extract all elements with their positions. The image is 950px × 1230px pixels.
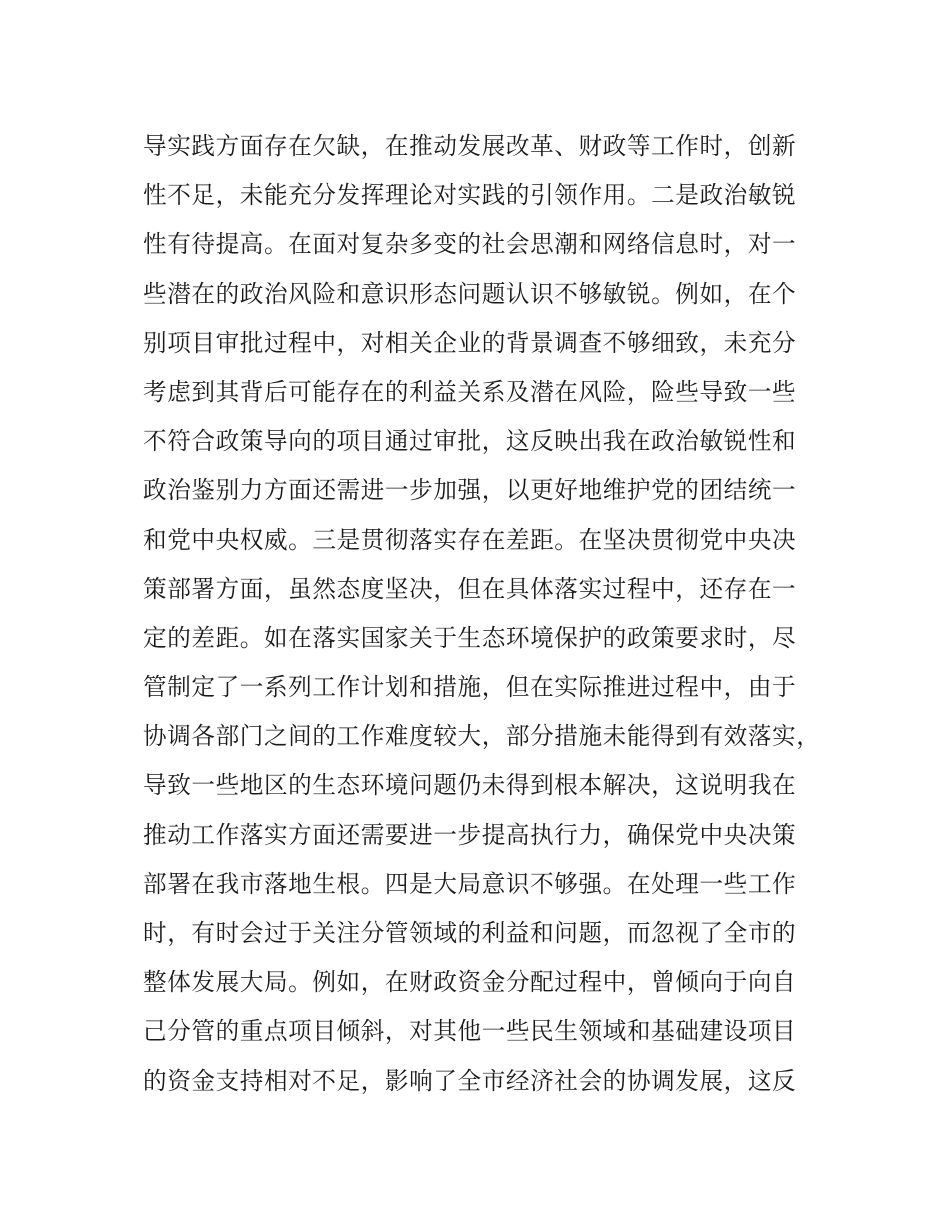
text-line: 部署在我市落地生根。四是大局意识不够强。在处理一些工作: [143, 869, 797, 898]
text-line: 性有待提高。在面对复杂多变的社会思潮和网络信息时，对一: [143, 230, 797, 259]
text-line: 些潜在的政治风险和意识形态问题认识不够敏锐。例如，在个: [143, 279, 797, 308]
text-line: 考虑到其背后可能存在的利益关系及潜在风险，险些导致一些: [143, 377, 797, 406]
text-line: 别项目审批过程中，对相关企业的背景调查不够细致，未充分: [143, 328, 797, 357]
text-line: 导致一些地区的生态环境问题仍未得到根本解决，这说明我在: [143, 771, 797, 800]
text-line: 和党中央权威。三是贯彻落实存在差距。在坚决贯彻党中央决: [143, 525, 797, 554]
text-line: 政治鉴别力方面还需进一步加强，以更好地维护党的团结统一: [143, 476, 797, 505]
body-paragraph: [143, 122, 823, 1106]
text-line: 定的差距。如在落实国家关于生态环境保护的政策要求时，尽: [143, 623, 797, 652]
text-line: 管制定了一系列工作计划和措施，但在实际推进过程中，由于: [143, 673, 797, 702]
text-line: 己分管的重点项目倾斜，对其他一些民生领域和基础建设项目: [143, 1017, 797, 1046]
text-line: 不符合政策导向的项目通过审批，这反映出我在政治敏锐性和: [143, 427, 797, 456]
text-line: 导实践方面存在欠缺，在推动发展改革、财政等工作时，创新: [143, 132, 797, 160]
text-line: 的资金支持相对不足，影响了全市经济社会的协调发展，这反: [143, 1066, 797, 1095]
text-line: 整体发展大局。例如，在财政资金分配过程中，曾倾向于向自: [143, 968, 797, 997]
text-line: 时，有时会过于关注分管领域的利益和问题，而忽视了全市的: [143, 919, 797, 947]
text-line: 性不足，未能充分发挥理论对实践的引领作用。二是政治敏锐: [143, 181, 797, 210]
text-line: 协调各部门之间的工作难度较大，部分措施未能得到有效落实，: [143, 722, 821, 751]
text-line: 策部署方面，虽然态度坚决，但在具体落实过程中，还存在一: [143, 574, 797, 603]
text-line: 推动工作落实方面还需要进一步提高执行力，确保党中央决策: [143, 820, 797, 849]
